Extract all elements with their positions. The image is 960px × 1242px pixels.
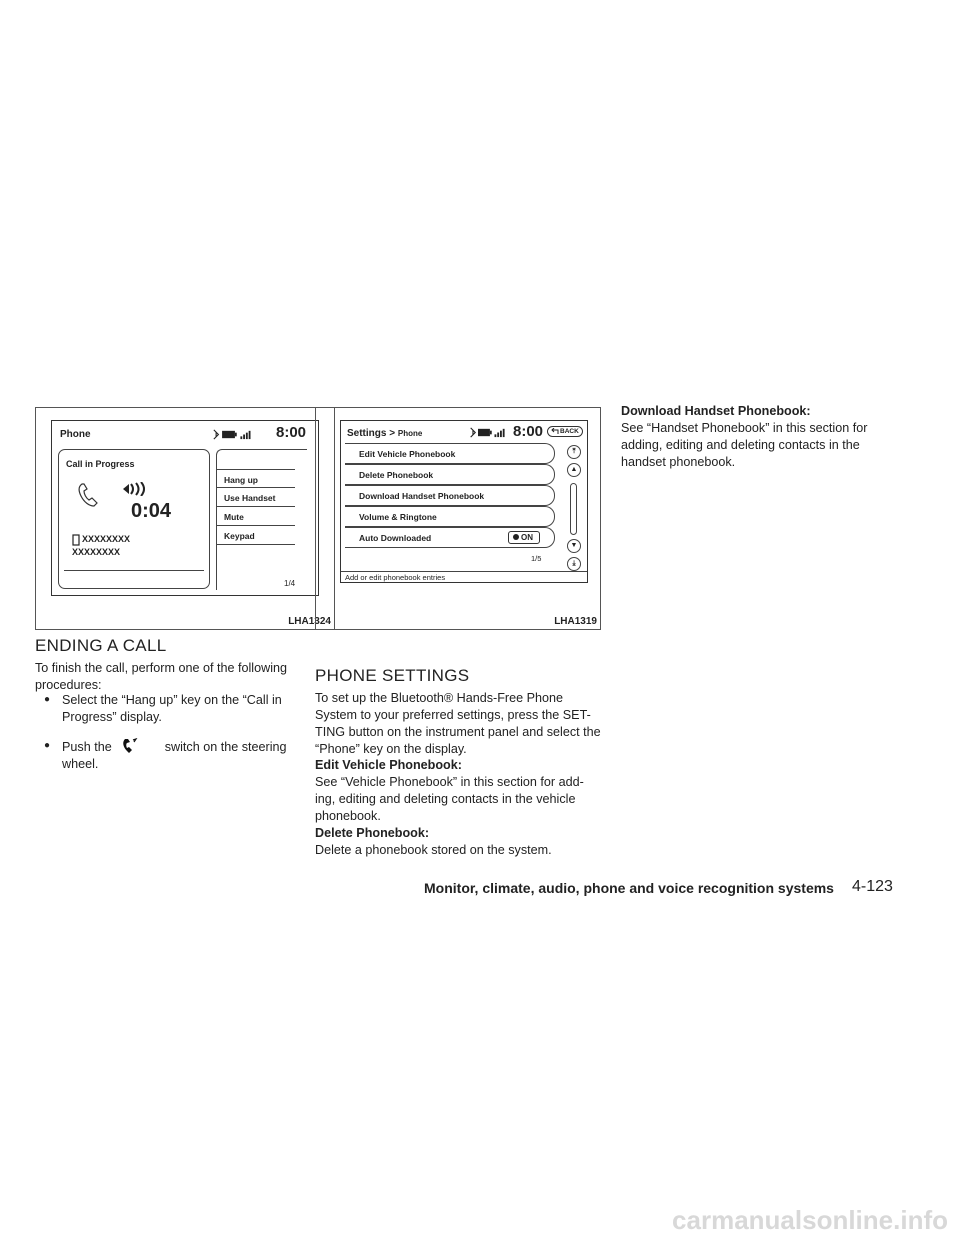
download-phonebook-body: See “Handset Phonebook” in this section for adding, editing and deleting contacts in the handset phonebook.: [621, 421, 868, 469]
figure-phone-settings: [315, 407, 601, 630]
page-indicator: 1/5: [531, 554, 542, 563]
download-phonebook-title: Download Handset Phonebook:: [621, 404, 811, 418]
battery-icon: [222, 431, 237, 438]
signal-icon: [495, 429, 505, 437]
settings-item-download-handset-phonebook[interactable]: Download Handset Phonebook: [345, 485, 555, 506]
settings-item-volume-ringtone[interactable]: Volume & Ringtone: [345, 506, 555, 527]
menu-item-hang-up[interactable]: Hang up: [217, 469, 295, 488]
signal-icon: [240, 431, 250, 439]
bullet-2-text: [62, 738, 307, 773]
scrollbar[interactable]: [570, 483, 577, 535]
delete-phonebook-body: Delete a phonebook stored on the system.: [315, 843, 552, 857]
separator: [64, 570, 204, 571]
watermark[interactable]: carmanualsonline.info: [672, 1205, 948, 1235]
bluetooth-icon: [471, 428, 476, 437]
scroll-up-button[interactable]: ▲: [567, 463, 581, 477]
heading-phone-settings: PHONE SETTINGS: [315, 666, 470, 685]
settings-screen: [340, 420, 588, 583]
signal-waves-icon: [119, 482, 147, 496]
bullet-1-symbol: ●: [44, 694, 51, 705]
caller-name-line1: XXXXXXXX: [82, 534, 131, 544]
figure-id: LHA1324: [288, 616, 331, 627]
phone-screen: [51, 420, 319, 596]
footer-section-title: Monitor, climate, audio, phone and voice recognition systems: [424, 880, 834, 896]
bullet-1-text: Select the “Hang up” key on the “Call in Progress” display.: [62, 693, 282, 724]
caller-name-line2: XXXXXXXX: [72, 547, 121, 557]
toggle-label: ON: [521, 533, 533, 542]
menu-item-use-handset[interactable]: Use Handset: [217, 488, 295, 507]
settings-item-edit-vehicle-phonebook[interactable]: Edit Vehicle Phonebook: [345, 443, 555, 464]
menu-item-keypad[interactable]: Keypad: [217, 526, 295, 545]
phone-breadcrumb: Phone: [397, 429, 423, 438]
handset-icon: [77, 482, 99, 508]
call-timer: 0:04: [131, 500, 172, 522]
toggle-dot-icon: [513, 534, 519, 540]
clock: 8:00: [513, 423, 544, 440]
back-arrow-icon: [550, 428, 559, 436]
hint-bar: [341, 571, 587, 583]
back-label: BACK: [560, 428, 579, 435]
settings-breadcrumb: Settings >: [347, 428, 396, 439]
screen-title: Phone: [60, 429, 91, 440]
scroll-top-button[interactable]: ⤒: [567, 445, 581, 459]
battery-icon: [478, 429, 492, 436]
figure-id: LHA1319: [554, 616, 597, 627]
phone-switch-icon: [121, 738, 141, 754]
bullet-2-after: switch on the steering wheel.: [62, 740, 287, 771]
call-panel: [58, 449, 210, 589]
heading-ending-a-call: ENDING A CALL: [35, 636, 167, 655]
hint-text: Add or edit phonebook entries: [345, 573, 446, 582]
page-number: 4-123: [852, 878, 893, 895]
status-icons: [467, 427, 511, 438]
back-button[interactable]: [547, 426, 583, 437]
bullet-2-before: Push the: [62, 740, 112, 754]
contact-phone-icon: [72, 534, 80, 546]
call-title: Call in Progress: [66, 459, 135, 469]
figure-call-in-progress: [35, 407, 335, 630]
settings-item-auto-downloaded[interactable]: [345, 527, 555, 548]
settings-item-delete-phonebook[interactable]: Delete Phonebook: [345, 464, 555, 485]
phone-settings-intro: To set up the Bluetooth® Hands-Free Phone System to your preferred settings, press the SET-TING button on the instrument panel and select the “Phone” key on the display.: [315, 691, 601, 756]
scroll-bottom-button[interactable]: ⤓: [567, 557, 581, 571]
clock: 8:00: [276, 424, 307, 441]
edit-phonebook-title: Edit Vehicle Phonebook:: [315, 758, 462, 772]
page-indicator: 1/4: [284, 579, 296, 588]
menu-item-mute[interactable]: Mute: [217, 507, 295, 526]
screen-title: [347, 428, 422, 439]
ending-call-intro: To finish the call, perform one of the following procedures:: [35, 661, 288, 692]
bluetooth-icon: [214, 430, 219, 439]
status-icons: [210, 429, 258, 440]
settings-list: [345, 443, 557, 565]
bullet-2-symbol: ●: [44, 740, 51, 751]
delete-phonebook-title: Delete Phonebook:: [315, 826, 430, 840]
on-toggle[interactable]: [508, 531, 540, 544]
scroll-down-button[interactable]: ▼: [567, 539, 581, 553]
auto-downloaded-label: Auto Downloaded: [359, 533, 432, 543]
edit-phonebook-body: See “Vehicle Phonebook” in this section for add-ing, editing and deleting contacts in the vehicle phonebook.: [315, 775, 584, 823]
